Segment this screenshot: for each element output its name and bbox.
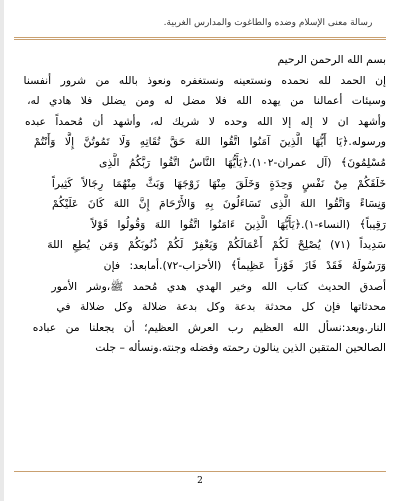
body-text: [14, 50, 386, 359]
text-line: مُسْلِمُونَ﴾ (آل عمران-١٠٢).﴿يَأَيُّهَا النَّاسُ اتَّقُوا رَبَّكُمُ الَّذِى: [99, 155, 386, 169]
text-line: ورسوله.﴿يَا أَيُّهَا الَّذِينَ آمَنُوا اتَّقُوا اللهَ حَقَّ تُقَاتِهِ وَلَا تَمُوتُنَّ إِلَّا وَأَنْتُمْ: [33, 135, 386, 149]
text-line: محدثاتها فإن كل محدثة بدعة وكل بدعة ضلالة وكل ضلالة في: [56, 300, 386, 314]
text-line: سَدِيداً (٧١) يُصْلِحْ لَكُمْ أَعْمَالَكُمْ وَيَغْفِرْ لَكُمْ ذُنُوبَكُمْ وَمَن يُطِعِ اللهَ: [47, 238, 386, 252]
page-number: 2: [197, 476, 203, 486]
footer-divider: [14, 471, 386, 472]
text-line: إن الحمد لله نحمده ونستعينه ونستغفره ونعوذ بالله من شرور أنفسنا: [23, 73, 386, 87]
running-header: رسالة معنى الإسلام وضده والطاغوت والمدارس الغربية.: [163, 18, 373, 28]
text-line: أصدق الحديث كتاب الله وخير الهدي هدي مُحمد ﷺ،وشر الأمور: [51, 279, 386, 293]
page-edge-shadow: [0, 0, 4, 501]
basmala-line: بسم الله الرحمن الرحيم: [277, 53, 386, 66]
text-line: وأشهد ان لا إله إلا الله وحده لا شريك له، وأشهد أن مُحمداً عبده: [24, 114, 386, 128]
text-line: النار.وبعد:نسأل الله العظيم رب العرش العظيم؛ أن يجعلنا من عباده: [32, 320, 386, 334]
text-line: الصالحين المتقين الذين ينالون رحمته وفضله وجنته.ونسأله – جلت: [95, 341, 386, 355]
text-line: رَقِيباً﴾ (النساء-١).﴿يَأَيُّهَا الَّذِينَ ءَامَنُوا اتَّقُوا اللهَ وَقُولُوا قَوْلاً: [91, 217, 386, 231]
text-line: خَلَقَكُمْ مِنْ نَفْسٍ وَحِدَةٍ وَخَلَقَ مِنْهَا زَوْجَهَا وَبَثَّ مِنْهُمَا رِجَالاً كَثِيراً: [51, 176, 386, 190]
text-line: وَنِسَاءً وَاتَّقُوا اللهَ الَّذِى تَسَاءَلُونَ بِهِ وَالأَرْحَامَ إِنَّ اللهَ كَانَ عَلَيْكُمْ: [51, 197, 386, 211]
text-line: وَرَسُولَهُ فَقَدْ فَازَ فَوْزاً عَظِيماً﴾ (الأحزاب-٧٢).أمابعد: فإن: [103, 258, 386, 272]
text-line: وسيئات أعمالنا من يهده الله فلا مضل له ومن يضلل فلا هادي له،: [27, 94, 386, 108]
header-divider: [14, 37, 386, 40]
